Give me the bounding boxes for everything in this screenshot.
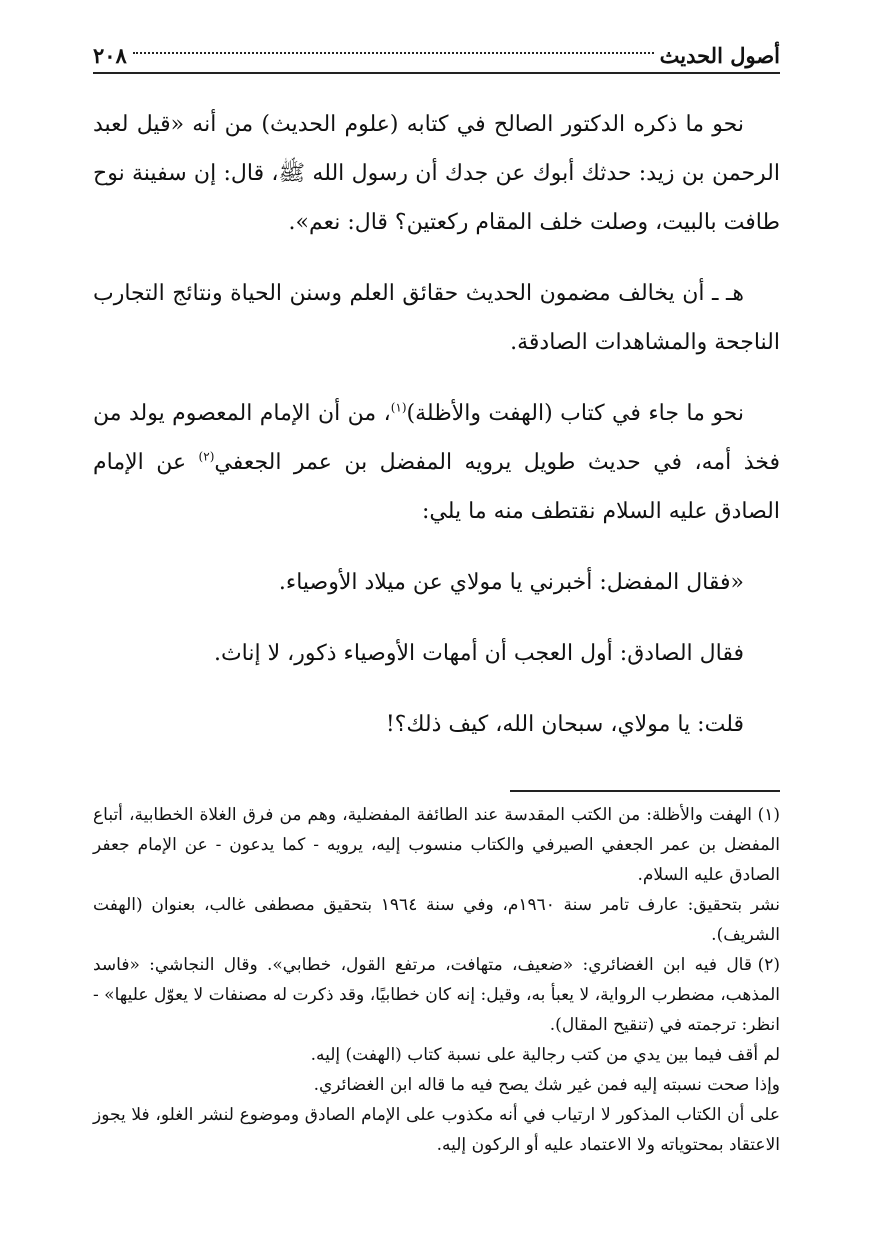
- paragraph-text-a: نحو ما جاء في كتاب (الهفت والأظلة): [406, 401, 745, 426]
- quote-line-3: قلت: يا مولاي، سبحان الله، كيف ذلك؟!: [385, 712, 744, 737]
- paragraph-text-b: ، من أن الإمام المعصوم يولد من فخذ أمه، في حديث طويل يرويه المفضل بن عمر الجعفي: [93, 401, 780, 475]
- main-text: [93, 100, 780, 749]
- quote-line-1: «فقال المفضل: أخبرني يا مولاي عن ميلاد الأوصياء.: [278, 570, 744, 595]
- footnote-2-line-3: وإذا صحت نسبته إليه فمن غير شك يصح فيه ما قاله ابن الغضائري.: [313, 1075, 780, 1095]
- running-title: أصول الحديث: [659, 43, 780, 68]
- footnote-2-line-2: لم أقف فيما بين يدي من كتب رجالية على نسبة كتاب (الهفت) إليه.: [310, 1045, 780, 1065]
- paragraph-example-ship: نحو ما ذكره الدكتور الصالح في كتابه (علوم الحديث) من أنه «قيل لعبد الرحمن بن زيد: حدثك أبوك عن جدك أن رسول الله ﷺ، قال: إن سفينة نوح طافت بالبيت، وصلت خلف المقام ركعتين؟ قال: نعم».: [93, 112, 780, 235]
- footnotes: [93, 800, 780, 1160]
- footnote-separator: [510, 790, 780, 792]
- header-leader-dots: [133, 52, 654, 54]
- footnote-ref-1[interactable]: (١): [390, 400, 407, 415]
- paragraph-text-c: عن الإمام الصادق عليه السلام نقتطف منه ما يلي:: [93, 450, 780, 524]
- footnote-2-number: (٢): [757, 955, 780, 975]
- page-number: ٢٠٨: [93, 43, 127, 68]
- footnote-1: [93, 800, 780, 890]
- running-header: [93, 38, 780, 74]
- footnote-ref-2[interactable]: (٢): [198, 449, 215, 464]
- footnote-1-text: الهفت والأظلة: من الكتب المقدسة عند الطائفة المفضلية، وهم من فرق الغلاة الخطابية، أتباع المفضل بن عمر الجعفي الصيرفي والكتاب منسوب إليه، يرويه - كما يدعون - عن الإمام جعفر الصادق عليه السلام.: [93, 805, 780, 885]
- quote-line-2: فقال الصادق: أول العجب أن أمهات الأوصياء ذكور، لا إناث.: [213, 641, 744, 666]
- footnote-2-text: قال فيه ابن الغضائري: «ضعيف، متهافت، مرتفع القول، خطابي». وقال النجاشي: «فاسد المذهب، مضطرب الرواية، لا يعبأ به، وقيل: إنه كان خطابيًا، وقد ذكرت له مصنفات لا يعوّل عليها» - انظر: ترجمته في (تنقيح المقال).: [93, 955, 780, 1035]
- paragraph-haft-example: [93, 389, 780, 536]
- footnote-2-line-4: على أن الكتاب المذكور لا ارتياب في أنه مكذوب على الإمام الصادق وموضوع لنشر الغلو، فلا يجوز الاعتقاد بمحتوياته ولا الاعتماد عليه أو الركون إليه.: [93, 1105, 780, 1155]
- footnote-2: [93, 950, 780, 1040]
- footnote-1-number: (١): [757, 805, 780, 825]
- footnote-1-publication: نشر بتحقيق: عارف تامر سنة ١٩٦٠م، وفي سنة ١٩٦٤ بتحقيق مصطفى غالب، بعنوان (الهفت الشريف).: [93, 895, 781, 945]
- paragraph-criterion-h: هـ ـ أن يخالف مضمون الحديث حقائق العلم وسنن الحياة ونتائج التجارب الناجحة والمشاهدات الصادقة.: [93, 281, 780, 355]
